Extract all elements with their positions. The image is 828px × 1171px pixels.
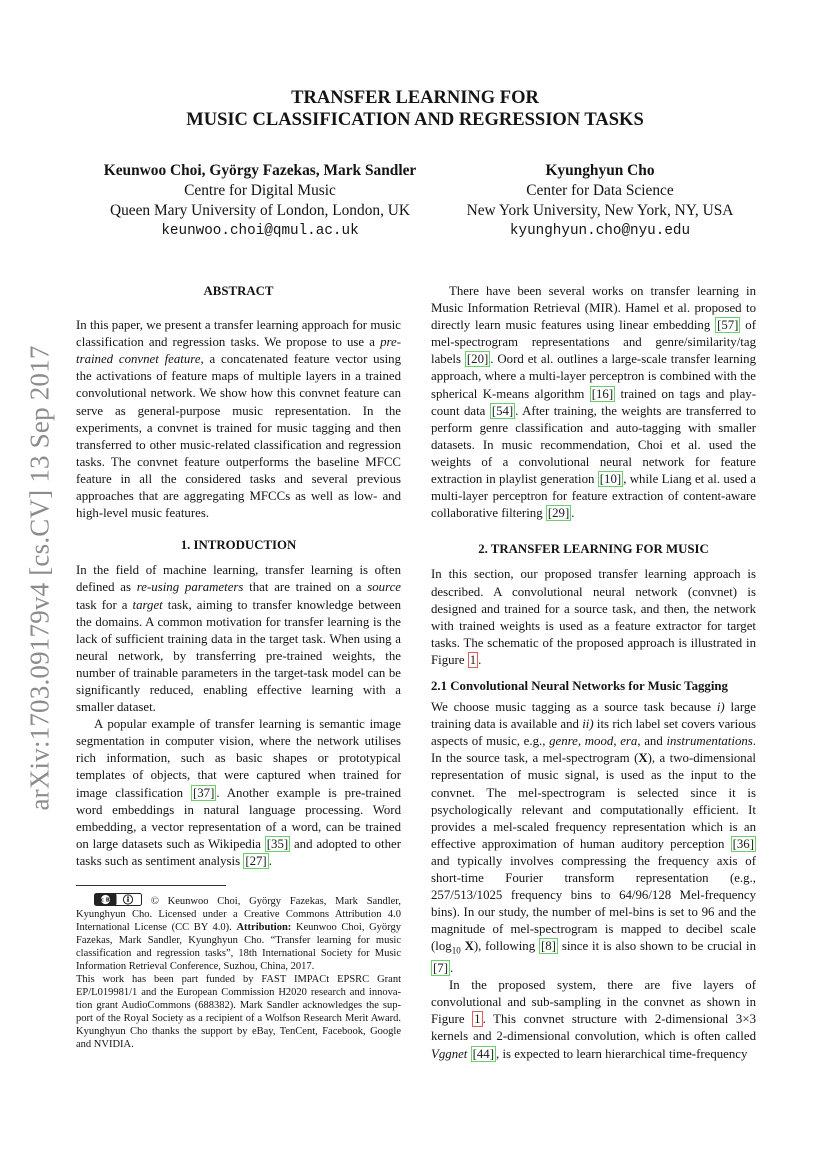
author-names: Keunwoo Choi, György Fazekas, Mark Sandler (103, 162, 417, 179)
footnote-rule (76, 885, 226, 886)
author-names: Kyunghyun Cho (545, 162, 655, 179)
citation-link[interactable]: [8] (540, 939, 556, 954)
abstract-heading: ABSTRACT (203, 284, 274, 298)
citation-link[interactable]: [37] (192, 785, 215, 800)
author-address: New York University, New York, NY, USA (466, 202, 734, 219)
left-column (76, 283, 401, 870)
right-column (431, 283, 756, 1063)
citation-link[interactable]: [27] (245, 853, 267, 868)
subsection-heading-2-1: 2.1 Convolutional Neural Networks for Music Tagging (431, 678, 728, 693)
title-line-2: MUSIC CLASSIFICATION AND REGRESSION TASKS (186, 110, 644, 130)
related-work-paragraph: There have been several works on transfer learning in Music Information Retrieval (MIR). Hamel et al. proposed to directly learn music features using linear embedding [57] of mel-spectrogram representations and genre/similarity/tag labels [20] . Oord et al. outlines a large-scale transfer learning approach, where a multi-layer perceptron is combined with the spherical K-means algorithm [16] trained on tags and play-count data [54] . After training, the weights are transferred to perform genre classification and auto-tagging with smaller datasets. In music recommendation, Choi et al. used the weights of a convolutional neural network for feature extraction in playlist generation [10] , while Liang et al. used a multi-layer perceptron for feature extraction of content-aware collaborative filtering [29] . (431, 284, 756, 521)
citation-link[interactable]: [44] (472, 1046, 495, 1061)
section-heading-transfer-learning: 2. TRANSFER LEARNING FOR MUSIC (478, 542, 709, 557)
author-email[interactable]: keunwoo.choi@qmul.ac.uk (161, 223, 359, 239)
section-heading-introduction: 1. INTRODUCTION (180, 538, 297, 553)
figure-link[interactable]: 1 (474, 1012, 481, 1027)
author-affiliation: Center for Data Science (526, 182, 674, 199)
license-footnote: cc BY © Keunwoo Choi, György Fazekas, Mark Sandler, Kyunghyun Cho. Licensed under a Creative Commons Attribution 4.0 International License (CC BY 4.0). Attribution: Keunwoo Choi, György Fazekas, Mark Sandler, Kyunghyun Cho. “Transfer learning for music classification and regression tasks”, 18th International Society for Music Information Retrieval Conference, Suzhou, China, 2017. (76, 893, 401, 973)
title-line-1: TRANSFER LEARNING FOR (291, 88, 539, 108)
subsection-2-1-paragraph-1: We choose music tagging as a source task because i) large training data is available and ii) its rich label set covers various aspects of music, e.g., genre, mood, era, and instrumentations. In the source task, a mel-spectrogram (X), a two-dimensional representation of music signal, is used as the input to the convnet. The mel-spectrogram is selected since it is psychologically relevant and computationally efficient. It provides a mel-scaled frequency representation which is an effective approximation of human auditory perception [36] and typically involves compressing the frequency axis of short-time Fourier transform representation (e.g., 257/513/1025 frequency bins to 64/96/128 Mel-frequency bins). In our study, the number of mel-bins is set to 96 and the magnitude of mel-spectrogram is mapped to decibel scale ($\log_{10}$ X), following [8] since it is also shown to be crucial in [7] . (431, 700, 757, 976)
funding-footnote: This work has been part funded by FAST IMPACt EPSRC Grant EP/L019981/1 and the European Commission H2020 research and innova- tion grant AudioCommons (688382). Mark Sandler acknowledges the sup- port of the Royal Society as a recipient of a Wolfson Research Merit Award. Kyunghyun Cho thanks the support by eBay, TenCent, Facebook, Google and NVIDIA. (76, 974, 401, 1050)
author-address: Queen Mary University of London, London, UK (109, 202, 411, 219)
citation-link[interactable]: [16] (591, 386, 614, 401)
citation-link[interactable]: [57] (717, 318, 739, 333)
svg-text:cc BY: cc BY (97, 897, 114, 904)
creative-commons-icon[interactable] (94, 893, 142, 906)
intro-paragraph-1: In the field of machine learning, transfer learning is often defined as re-using parameters that are trained on a source task for a target task, aiming to transfer knowledge between the domains. A common motivation for transfer learning is the lack of sufficient training data in the target task. When using a neural network, by transferring pre-trained weights, the number of trainable parameters in the target-task model can be significantly reduced, enabling effective learning with a smaller dataset. (76, 563, 401, 715)
author-block-2 (450, 161, 750, 241)
citation-link[interactable]: [54] (491, 403, 514, 418)
author-affiliation: Centre for Digital Music (184, 182, 336, 199)
citation-link[interactable]: [10] (599, 472, 622, 487)
citation-link[interactable]: [20] (466, 352, 489, 367)
intro-paragraph-2: A popular example of transfer learning is semantic image segmentation in computer vision, where the network utilises rich information, such as basic shapes or prototypical templates of objects, that were captured when trained for image classification [37] . Another example is pre-trained word embeddings in natural language processing. Word embedding, a vector representation of a word, can be trained on large datasets such as Wikipedia [35] and adopted to other tasks such as sentiment analysis [27] . (76, 717, 401, 868)
citation-link[interactable]: [36] (732, 836, 754, 851)
section-2-paragraph: In this section, our proposed transfer learning approach is described. A convolutional neural network (convnet) is designed and trained for a source task, and then, the network with trained weights is used as a feature extractor for target tasks. The schematic of the proposed approach is illustrated in Figure 1 . (431, 567, 756, 667)
arxiv-stamp: arXiv:1703.09179v4 [cs.CV] 13 Sep 2017 (24, 345, 55, 811)
footnote (76, 893, 401, 1051)
subsection-2-1-paragraph-2: In the proposed system, there are five layers of convolutional and sub-sampling in the convnet as shown in Figure 1 . This convnet structure with 2-dimensional 3×3 kernels and 2-dimensional convolution, which is often called Vggnet [44] , is expected to learn hierarchical time-frequency (431, 978, 756, 1061)
paper-title (80, 87, 750, 131)
abstract-text: In this paper, we present a transfer learning approach for music classification and regression tasks. We propose to use a pre-trained convnet feature, a concatenated feature vector using the activations of feature maps of multiple layers in a trained convolutional network. We show how this convnet feature can serve as general-purpose music representation. In the experiments, a convnet is trained for music tagging and then transferred to other music-related classification and regression tasks. The convnet feature outperforms the baseline MFCC feature in all the considered tasks and several previous approaches that are aggregating MFCCs as well as low- and high-level music features. (76, 318, 401, 521)
figure-link[interactable]: 1 (469, 652, 477, 667)
author-block-1 (80, 161, 440, 241)
citation-link[interactable]: [29] (547, 506, 570, 521)
author-email[interactable]: kyunghyun.cho@nyu.edu (509, 223, 691, 239)
citation-link[interactable]: [7] (433, 961, 448, 976)
citation-link[interactable]: [35] (266, 836, 289, 851)
